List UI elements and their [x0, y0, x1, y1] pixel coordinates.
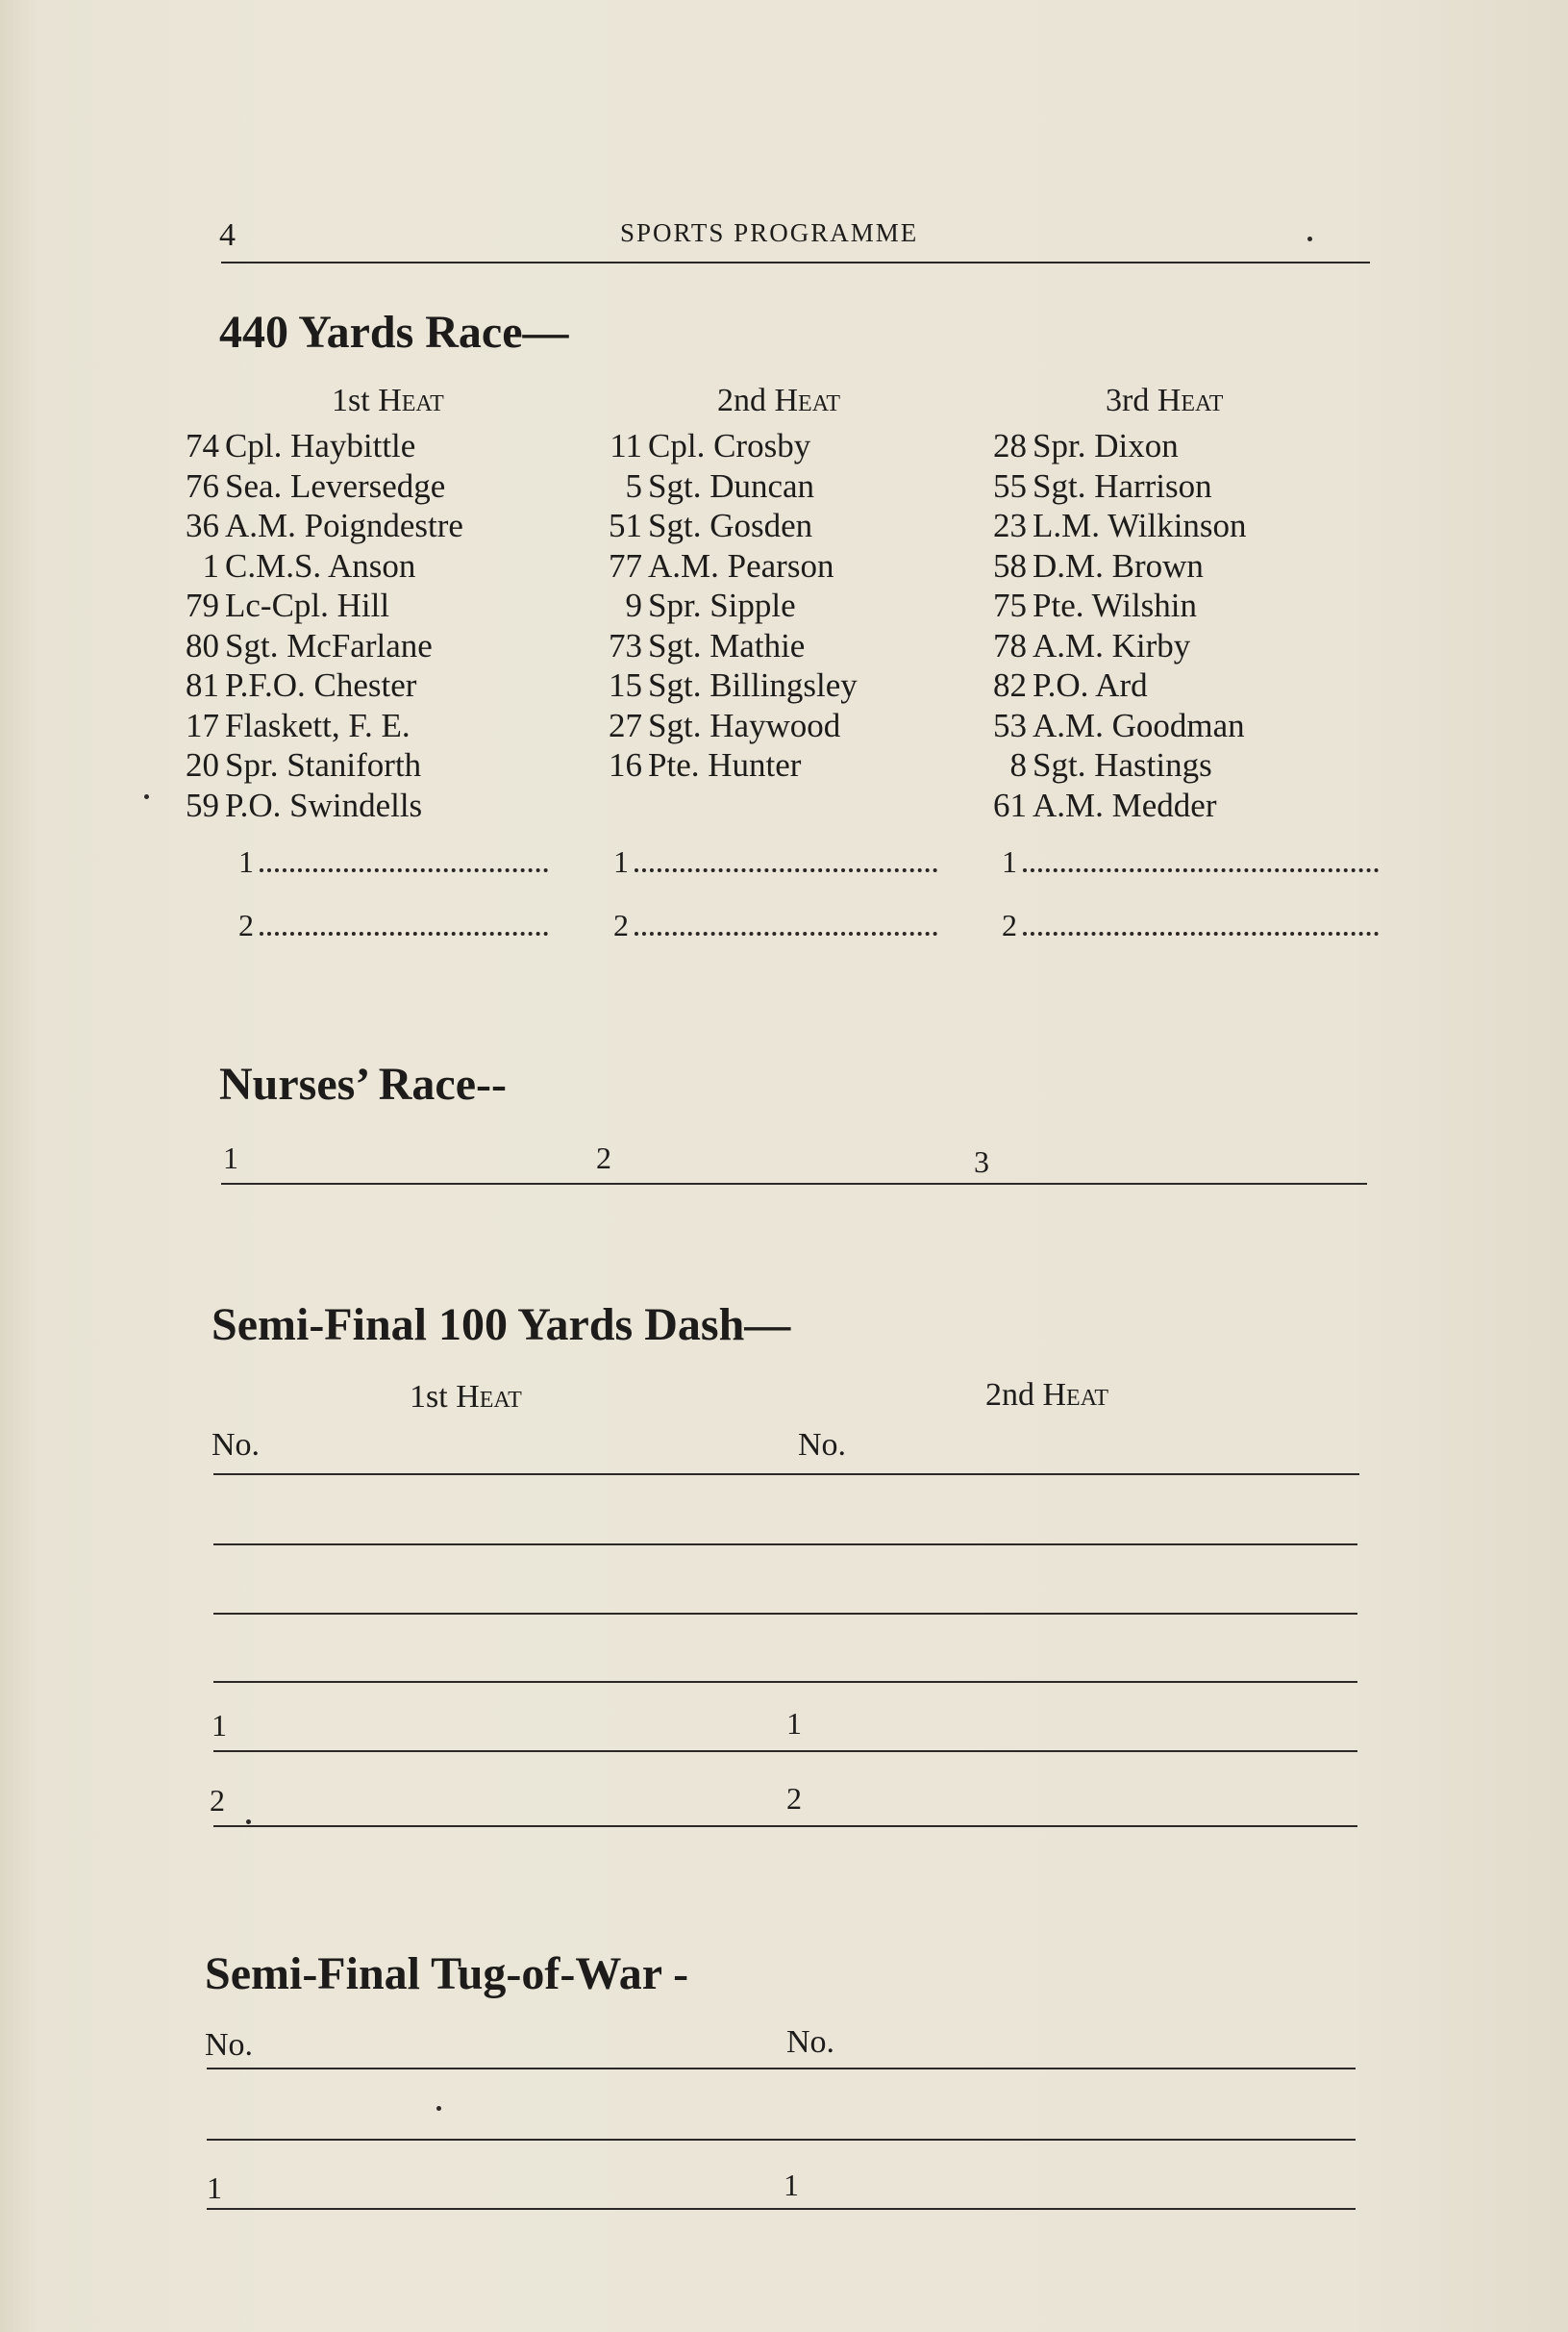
semi-100-entry-line[interactable]: [213, 1613, 1357, 1615]
place-number: 2: [613, 908, 629, 942]
heat-word: Heat: [456, 1379, 522, 1415]
race-440-heat-3-place-2: [1002, 908, 1379, 943]
entrant-row: [163, 745, 463, 786]
semi-100-place-2-line[interactable]: [213, 1825, 1357, 1827]
race-440-heat-1-place-1: [238, 844, 548, 880]
heat-word: Heat: [378, 383, 444, 418]
entrant-number: 27: [609, 706, 642, 744]
entrant-name: A.M. Poigndestre: [225, 507, 463, 544]
semi-100-heat-1-label: [410, 1379, 522, 1416]
entrant-number: 28: [993, 427, 1027, 464]
entrant-number: 74: [186, 427, 219, 464]
heat-word: Heat: [1042, 1377, 1109, 1413]
entrant-name: C.M.S. Anson: [225, 546, 416, 585]
semi-100-entry-line[interactable]: [213, 1681, 1357, 1683]
nurses-place-2: 2: [596, 1141, 611, 1175]
entrant-name: Sgt. Duncan: [648, 466, 815, 505]
print-speck: [246, 1819, 251, 1824]
entrant-row: [971, 586, 1247, 626]
entrant-number: 59: [186, 786, 219, 824]
print-speck: [144, 794, 149, 799]
entrant-name: Sgt. Gosden: [648, 507, 813, 544]
entrant-name: Sgt. Billingsley: [648, 666, 858, 704]
entrant-number: 58: [993, 546, 1027, 585]
semi-100-title: Semi-Final 100 Yards Dash—: [212, 1299, 791, 1350]
entrant-row: [586, 546, 858, 587]
page-number: 4: [219, 217, 236, 253]
tug-place-1-line[interactable]: [207, 2208, 1356, 2210]
entrant-name: P.F.O. Chester: [225, 666, 417, 704]
race-440-heat-1-label: [332, 383, 444, 419]
tug-entry-line[interactable]: [207, 2068, 1356, 2069]
heat-number: 1st: [410, 1379, 448, 1415]
entrant-number: 9: [625, 587, 642, 624]
entrant-number: 11: [610, 427, 642, 464]
entrant-number: 79: [186, 587, 219, 624]
entrant-row: [163, 546, 463, 587]
entrant-row: [971, 626, 1247, 666]
entrant-name: Sgt. Hastings: [1033, 746, 1212, 784]
entrant-row: [586, 506, 858, 546]
entrant-name: Spr. Staniforth: [225, 746, 422, 784]
entrant-number: 20: [186, 746, 219, 784]
heat-number: 3rd: [1106, 383, 1150, 418]
semi-100-heat-1-place-2: 2: [210, 1783, 225, 1818]
semi-100-heat-2-place-1: 1: [786, 1706, 802, 1741]
heat-word: Heat: [774, 383, 841, 418]
race-440-heat-3-list: [971, 426, 1247, 825]
entrant-name: A.M. Pearson: [648, 546, 834, 585]
entrant-row: [586, 586, 858, 626]
nurses-place-3: 3: [974, 1144, 989, 1179]
race-440-heat-2-label: [717, 383, 840, 419]
entrant-name: Sgt. Harrison: [1033, 466, 1212, 505]
entrant-number: 76: [186, 466, 219, 505]
entrant-row: [586, 745, 858, 786]
entrant-number: 5: [625, 466, 642, 505]
tug-entry-line[interactable]: [207, 2139, 1356, 2141]
tug-no-label-2: No.: [786, 2024, 835, 2060]
entrant-row: [163, 786, 463, 826]
entrant-name: Sea. Leversedge: [225, 466, 446, 505]
semi-100-heat-1-no-label: No.: [212, 1427, 261, 1463]
entrant-number: 17: [186, 706, 219, 744]
tug-place-1: 1: [207, 2170, 222, 2205]
entrant-row: [971, 506, 1247, 546]
race-440-heat-1-place-2: [238, 908, 548, 943]
race-440-heat-2-list: [586, 426, 858, 786]
nurses-place-1: 1: [223, 1141, 238, 1175]
heat-number: 2nd: [717, 383, 766, 418]
entrant-name: Pte. Hunter: [648, 746, 802, 784]
entrant-name: Sgt. Mathie: [648, 626, 806, 664]
semi-100-heat-2-place-2: 2: [786, 1781, 802, 1816]
entrant-name: D.M. Brown: [1033, 546, 1204, 585]
entrant-name: L.M. Wilkinson: [1033, 507, 1247, 544]
entrant-row: [586, 626, 858, 666]
entrant-row: [586, 665, 858, 706]
entrant-name: Spr. Sipple: [648, 587, 796, 624]
entrant-number: 8: [1009, 746, 1027, 784]
entrant-row: [971, 426, 1247, 466]
entrant-number: 55: [993, 466, 1027, 505]
entrant-row: [971, 706, 1247, 746]
entrant-number: 78: [993, 626, 1027, 664]
entrant-number: 53: [993, 706, 1027, 744]
entrant-name: A.M. Kirby: [1033, 626, 1191, 664]
entrant-name: Spr. Dixon: [1033, 427, 1179, 464]
entrant-number: 81: [186, 666, 219, 704]
entrant-row: [971, 546, 1247, 587]
entrant-number: 15: [609, 666, 642, 704]
entrant-row: [586, 426, 858, 466]
place-number: 1: [238, 844, 254, 879]
race-440-heat-3-place-1: [1002, 844, 1379, 880]
entrant-row: [163, 586, 463, 626]
entrant-name: Cpl. Crosby: [648, 427, 811, 464]
heat-word: Heat: [1157, 383, 1224, 418]
place-number: 1: [613, 844, 629, 879]
semi-100-place-1-line[interactable]: [213, 1750, 1357, 1752]
nurses-race-title: Nurses’ Race--: [219, 1059, 507, 1110]
race-440-heat-2-place-2: [613, 908, 937, 943]
entrant-name: Sgt. McFarlane: [225, 626, 433, 664]
place-number: 2: [1002, 908, 1017, 942]
entrant-name: A.M. Goodman: [1033, 706, 1245, 744]
place-number: 1: [1002, 844, 1017, 879]
race-440-heat-2-place-1: [613, 844, 937, 880]
entrant-row: [971, 786, 1247, 826]
entrant-number: 77: [609, 546, 642, 585]
semi-100-entry-line[interactable]: [213, 1473, 1359, 1475]
dotted-leader: [260, 922, 548, 936]
entrant-number: 36: [186, 507, 219, 544]
nurses-result-line[interactable]: [221, 1183, 1367, 1185]
entrant-row: [163, 665, 463, 706]
running-head: SPORTS PROGRAMME: [620, 218, 919, 247]
tug-place-1-col-2: 1: [784, 2168, 799, 2202]
place-number: 2: [238, 908, 254, 942]
entrant-number: 1: [202, 546, 219, 585]
semi-100-heat-1-place-1: 1: [212, 1708, 227, 1743]
semi-100-heat-2-label: [985, 1377, 1108, 1414]
header-rule: [221, 262, 1370, 263]
entrant-row: [971, 745, 1247, 786]
heat-number: 1st: [332, 383, 370, 418]
entrant-name: A.M. Medder: [1033, 786, 1217, 824]
entrant-number: 16: [609, 746, 642, 784]
entrant-number: 51: [609, 507, 642, 544]
entrant-name: P.O. Swindells: [225, 786, 423, 824]
entrant-row: [586, 466, 858, 507]
print-speck: [436, 2106, 441, 2111]
race-440-title: 440 Yards Race—: [219, 307, 569, 358]
entrant-name: P.O. Ard: [1033, 666, 1148, 704]
dotted-leader: [260, 859, 548, 872]
dotted-leader: [635, 859, 937, 872]
tug-no-label-1: No.: [205, 2027, 254, 2063]
dotted-leader: [1023, 859, 1379, 872]
entrant-number: 75: [993, 587, 1027, 624]
entrant-row: [163, 706, 463, 746]
entrant-row: [163, 466, 463, 507]
entrant-row: [163, 426, 463, 466]
entrant-row: [971, 665, 1247, 706]
entrant-row: [163, 506, 463, 546]
entrant-name: Flaskett, F. E.: [225, 706, 411, 744]
entrant-row: [971, 466, 1247, 507]
race-440-heat-1-list: [163, 426, 463, 825]
heat-number: 2nd: [985, 1377, 1034, 1413]
entrant-name: Sgt. Haywood: [648, 706, 841, 744]
entrant-name: Cpl. Haybittle: [225, 427, 416, 464]
entrant-number: 61: [993, 786, 1027, 824]
semi-100-entry-line[interactable]: [213, 1543, 1357, 1545]
entrant-number: 82: [993, 666, 1027, 704]
race-440-heat-3-label: [1106, 383, 1223, 419]
entrant-name: Pte. Wilshin: [1033, 587, 1198, 624]
entrant-number: 73: [609, 626, 642, 664]
entrant-number: 23: [993, 507, 1027, 544]
entrant-name: Lc-Cpl. Hill: [225, 587, 390, 624]
semi-100-heat-2-no-label: No.: [798, 1427, 847, 1463]
entrant-row: [586, 706, 858, 746]
entrant-number: 80: [186, 626, 219, 664]
dotted-leader: [1023, 922, 1379, 936]
print-speck: [1307, 237, 1312, 241]
dotted-leader: [635, 922, 937, 936]
tug-of-war-title: Semi-Final Tug-of-War -: [205, 1948, 689, 1999]
entrant-row: [163, 626, 463, 666]
